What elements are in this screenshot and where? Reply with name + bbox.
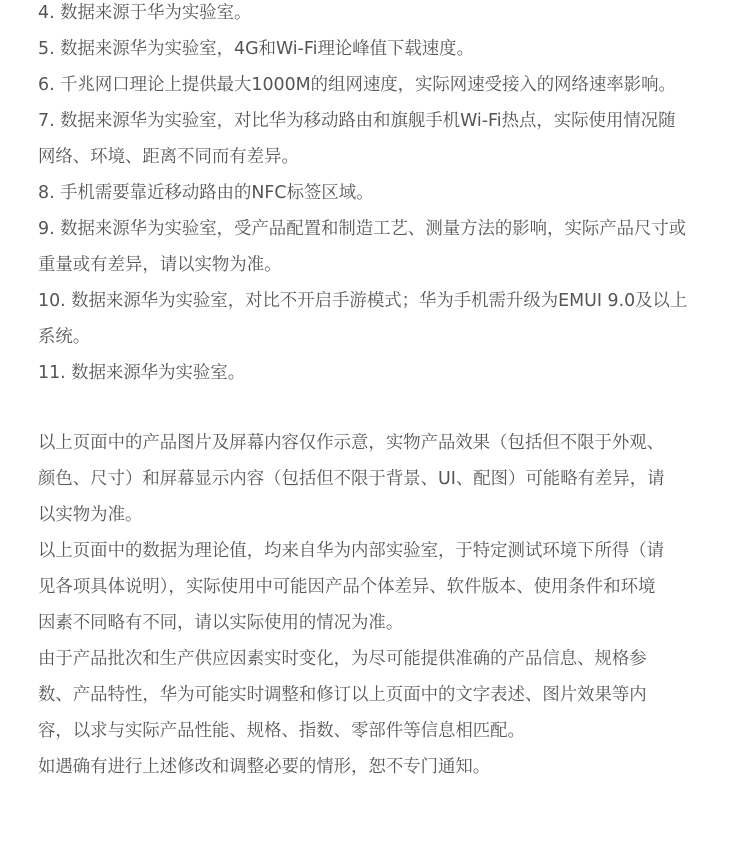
disclaimer-line: 以上页面中的数据为理论值，均来自华为内部实验室，于特定测试环境下所得（请 — [38, 541, 665, 561]
footnote-line: 7. 数据来源华为实验室，对比华为移动路由和旗舰手机Wi-Fi热点，实际使用情况随 — [38, 111, 676, 131]
disclaimer-line: 以上页面中的产品图片及屏幕内容仅作示意，实物产品效果（包括但不限于外观、 — [38, 433, 665, 453]
footnote-list — [38, 0, 714, 391]
disclaimer-line: 如遇确有进行上述修改和调整必要的情形，恕不专门通知。 — [38, 757, 491, 777]
footnote-item-8 — [38, 175, 714, 211]
footnotes-container — [38, 0, 714, 785]
disclaimer-line: 颜色、尺寸）和屏幕显示内容（包括但不限于背景、UI、配图）可能略有差异，请 — [38, 469, 665, 489]
footnote-line: 11. 数据来源华为实验室。 — [38, 363, 246, 383]
disclaimer-line: 因素不同略有不同，请以实际使用的情况为准。 — [38, 613, 404, 633]
footnote-line: 系统。 — [38, 327, 91, 347]
footnote-item-10 — [38, 283, 714, 355]
footnote-item-11 — [38, 355, 714, 391]
section-spacer — [38, 391, 714, 425]
footnote-line: 9. 数据来源华为实验室，受产品配置和制造工艺、测量方法的影响，实际产品尺寸或 — [38, 219, 687, 239]
footnote-line: 5. 数据来源华为实验室，4G和Wi-Fi理论峰值下载速度。 — [38, 39, 474, 59]
footnote-line: 4. 数据来源于华为实验室。 — [38, 3, 252, 23]
footnote-line: 10. 数据来源华为实验室，对比不开启手游模式；华为手机需升级为EMUI 9.0及以上 — [38, 291, 688, 311]
footnote-item-7 — [38, 103, 714, 175]
footnote-line: 6. 千兆网口理论上提供最大1000M的组网速度，实际网速受接入的网络速率影响。 — [38, 75, 676, 95]
disclaimer-line: 容，以求与实际产品性能、规格、指数、零部件等信息相匹配。 — [38, 721, 525, 741]
footnote-item-4 — [38, 0, 714, 31]
disclaimer-line: 由于产品批次和生产供应因素实时变化，为尽可能提供准确的产品信息、规格参 — [38, 649, 647, 669]
disclaimer-line: 数、产品特性，华为可能实时调整和修订以上页面中的文字表述、图片效果等内 — [38, 685, 647, 705]
disclaimer-line: 以实物为准。 — [38, 505, 143, 525]
footnote-item-5 — [38, 31, 714, 67]
disclaimer-block — [38, 425, 714, 785]
disclaimer-line: 见各项具体说明），实际使用中可能因产品个体差异、软件版本、使用条件和环境 — [38, 577, 656, 597]
footnote-item-9 — [38, 211, 714, 283]
footnote-line: 8. 手机需要靠近移动路由的NFC标签区域。 — [38, 183, 374, 203]
footnote-item-6 — [38, 67, 714, 103]
footnote-line: 重量或有差异，请以实物为准。 — [38, 255, 282, 275]
footnote-line: 网络、环境、距离不同而有差异。 — [38, 147, 299, 167]
